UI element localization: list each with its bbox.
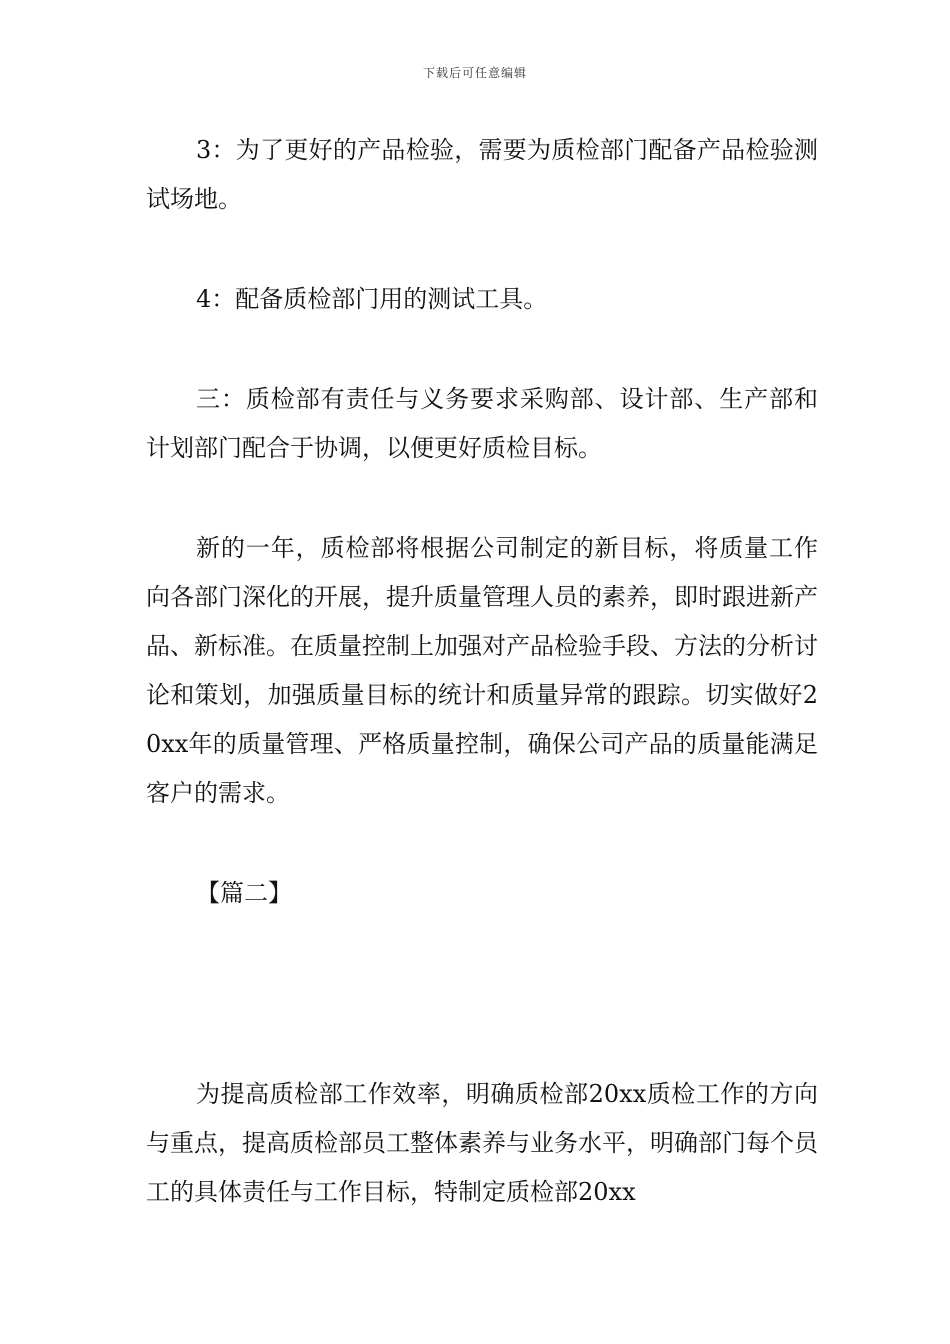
paragraph-item-3: 3：为了更好的产品检验，需要为质检部门配备产品检验测试场地。 [146,136,818,213]
paragraph-section-three: 三：质检部有责任与义务要求采购部、设计部、生产部和计划部门配合于协调，以便更好质检目标。 [146,385,818,462]
paragraph-spacer [146,224,818,275]
paragraph-item-4: 4：配备质检部门用的测试工具。 [196,285,548,313]
page-header: 下载后可任意编辑 [422,66,527,80]
paragraph-efficiency: 为提高质检部工作效率，明确质检部20xx质检工作的方向与重点，提高质检部员工整体素养与业务水平，明确部门每个员工的具体责任与工作目标，特制定质检部20xx [146,1080,818,1206]
section-heading-part-two: 【篇二】 [196,879,292,907]
paragraph-spacer [146,818,818,869]
paragraph-spacer [146,324,818,375]
paragraph-spacer [146,918,818,1070]
document-body [146,126,818,1217]
paragraph-spacer [146,473,818,524]
paragraph-new-year: 新的一年，质检部将根据公司制定的新目标，将质量工作向各部门深化的开展，提升质量管理人员的素养，即时跟进新产品、新标准。在质量控制上加强对产品检验手段、方法的分析讨论和策划，加强质量目标的统计和质量异常的跟踪。切实做好20xx年的质量管理、严格质量控制，确保公司产品的质量能满足客户的需求。 [146,534,818,807]
